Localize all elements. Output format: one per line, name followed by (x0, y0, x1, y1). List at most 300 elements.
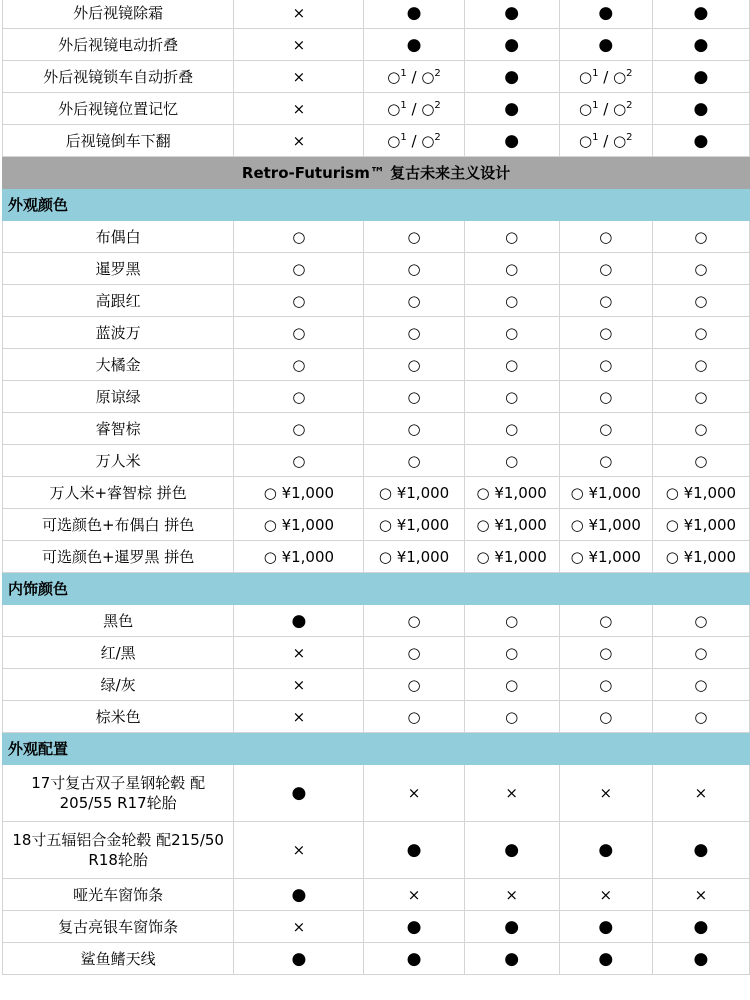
table-row (3, 349, 750, 381)
spec-cell (234, 541, 364, 573)
table-row (3, 221, 750, 253)
spec-cell (464, 253, 559, 285)
spec-cell (234, 637, 364, 669)
standard-dot-icon: ● (406, 840, 422, 860)
spec-cell (559, 349, 652, 381)
spec-cell (464, 317, 559, 349)
spec-cell (234, 381, 364, 413)
standard-dot-icon: ● (504, 34, 520, 55)
standard-dot-icon: ● (406, 948, 422, 969)
spec-cell (652, 317, 749, 349)
price-value: ¥1,000 (281, 483, 335, 502)
feature-label: 高跟红 (3, 285, 234, 317)
spec-cell (364, 61, 464, 93)
optional-circle-icon: ○ (407, 611, 421, 630)
price-value: ¥1,000 (494, 483, 547, 502)
spec-cell (234, 879, 364, 911)
optional-circle-icon: ○ (613, 99, 627, 118)
optional-circle-icon: ○ (665, 547, 679, 566)
optional-circle-icon: ○ (292, 419, 306, 438)
spec-cell (464, 0, 559, 29)
price-value: ¥1,000 (588, 483, 641, 502)
not-available-icon: × (407, 885, 421, 904)
spec-cell (364, 445, 464, 477)
standard-dot-icon: ● (598, 2, 614, 23)
optional-circle-icon: ○ (407, 259, 421, 278)
standard-dot-icon: ● (693, 2, 709, 23)
optional-circle-icon: ○ (579, 99, 593, 118)
feature-label: 18寸五辐铝合金轮毂 配215/50 R18轮胎 (3, 822, 234, 879)
optional-circle-icon: ○ (292, 451, 306, 470)
spec-cell (234, 605, 364, 637)
price-value: ¥1,000 (683, 515, 737, 534)
optional-circle-icon: ○ (421, 67, 435, 86)
spec-cell (652, 445, 749, 477)
optional-circle-icon: ○ (407, 451, 421, 470)
optional-circle-icon: ○ (292, 291, 306, 310)
optional-circle-icon: ○ (263, 547, 277, 566)
section-title: 内饰颜色 (3, 573, 750, 605)
footnote-1: 1 (400, 67, 407, 79)
optional-circle-icon: ○ (694, 291, 708, 310)
optional-circle-icon: ○ (505, 227, 519, 246)
optional-circle-icon: ○ (694, 323, 708, 342)
design-banner: Retro-Futurism™ 复古未来主义设计 (3, 157, 750, 189)
table-row (3, 253, 750, 285)
spec-cell (364, 669, 464, 701)
optional-circle-icon: ○ (407, 323, 421, 342)
table-row (3, 765, 750, 822)
section-title: 外观配置 (3, 733, 750, 765)
standard-dot-icon: ● (693, 916, 709, 937)
feature-label: 布偶白 (3, 221, 234, 253)
table-row (3, 93, 750, 125)
optional-circle-icon: ○ (570, 547, 584, 566)
feature-label: 17寸复古双子星钢轮毂 配205/55 R17轮胎 (3, 765, 234, 822)
optional-circle-icon: ○ (694, 259, 708, 278)
spec-cell (364, 285, 464, 317)
footnote-2: 2 (626, 99, 633, 111)
optional-circle-icon: ○ (505, 323, 519, 342)
footnote-1: 1 (592, 67, 599, 79)
spec-cell (652, 879, 749, 911)
optional-circle-icon: ○ (599, 707, 613, 726)
optional-circle-icon: ○ (570, 483, 584, 502)
spec-cell (559, 381, 652, 413)
price-value: ¥1,000 (494, 515, 547, 534)
feature-label: 暹罗黑 (3, 253, 234, 285)
feature-label: 睿智棕 (3, 413, 234, 445)
feature-label: 原谅绿 (3, 381, 234, 413)
footnote-1: 1 (592, 99, 599, 111)
spec-cell (234, 943, 364, 975)
optional-circle-icon: ○ (694, 227, 708, 246)
optional-circle-icon: ○ (599, 227, 613, 246)
optional-circle-icon: ○ (613, 131, 627, 150)
optional-circle-icon: ○ (694, 451, 708, 470)
not-available-icon: × (599, 784, 613, 802)
feature-label: 外后视镜电动折叠 (3, 29, 234, 61)
spec-cell (364, 29, 464, 61)
optional-circle-icon: ○ (599, 323, 613, 342)
optional-circle-icon: ○ (599, 259, 613, 278)
optional-circle-icon: ○ (387, 131, 401, 150)
spec-cell (464, 943, 559, 975)
footnote-1: 1 (592, 131, 599, 143)
standard-dot-icon: ● (504, 948, 520, 969)
standard-dot-icon: ● (693, 840, 709, 860)
optional-circle-icon: ○ (694, 387, 708, 406)
optional-circle-icon: ○ (505, 259, 519, 278)
spec-cell (234, 911, 364, 943)
spec-cell (559, 221, 652, 253)
table-row (3, 413, 750, 445)
feature-label: 万人米+睿智棕 拼色 (3, 477, 234, 509)
feature-label: 红/黑 (3, 637, 234, 669)
spec-cell (234, 0, 364, 29)
spec-cell (652, 477, 749, 509)
spec-cell (652, 669, 749, 701)
price-value: ¥1,000 (588, 515, 641, 534)
spec-cell (364, 93, 464, 125)
section-header-row (3, 573, 750, 605)
standard-dot-icon: ● (291, 610, 307, 631)
standard-dot-icon: ● (693, 66, 709, 87)
spec-cell (364, 541, 464, 573)
price-value: ¥1,000 (683, 483, 737, 502)
footnote-2: 2 (434, 131, 441, 143)
spec-cell (464, 822, 559, 879)
standard-dot-icon: ● (406, 2, 422, 23)
section-title: 外观颜色 (3, 189, 750, 221)
spec-cell (559, 93, 652, 125)
feature-label: 可选颜色+暹罗黑 拼色 (3, 541, 234, 573)
spec-cell (234, 61, 364, 93)
not-available-icon: × (505, 885, 518, 904)
price-value: ¥1,000 (396, 483, 450, 502)
spec-cell (364, 125, 464, 157)
spec-cell (652, 349, 749, 381)
price-value: ¥1,000 (683, 547, 737, 566)
spec-cell (652, 413, 749, 445)
spec-cell (234, 509, 364, 541)
standard-dot-icon: ● (598, 916, 614, 937)
table-row (3, 669, 750, 701)
spec-cell (559, 943, 652, 975)
spec-cell (652, 221, 749, 253)
spec-cell (464, 701, 559, 733)
optional-circle-icon: ○ (292, 323, 306, 342)
price-value: ¥1,000 (396, 547, 450, 566)
banner-row (3, 157, 750, 189)
not-available-icon: × (292, 3, 306, 22)
spec-cell (364, 381, 464, 413)
optional-circle-icon: ○ (570, 515, 584, 534)
separator: / (598, 67, 614, 86)
footnote-2: 2 (626, 67, 633, 79)
optional-circle-icon: ○ (505, 419, 519, 438)
not-available-icon: × (292, 675, 306, 694)
feature-label: 可选颜色+布偶白 拼色 (3, 509, 234, 541)
spec-table (2, 0, 750, 975)
spec-cell (652, 701, 749, 733)
spec-cell (234, 29, 364, 61)
spec-cell (652, 637, 749, 669)
standard-dot-icon: ● (693, 130, 709, 151)
spec-cell (364, 509, 464, 541)
spec-cell (464, 911, 559, 943)
spec-cell (364, 221, 464, 253)
spec-cell (464, 285, 559, 317)
optional-circle-icon: ○ (694, 419, 708, 438)
spec-cell (464, 125, 559, 157)
spec-cell (464, 637, 559, 669)
spec-cell (464, 669, 559, 701)
standard-dot-icon: ● (504, 130, 520, 151)
optional-circle-icon: ○ (665, 515, 679, 534)
optional-circle-icon: ○ (599, 611, 613, 630)
optional-circle-icon: ○ (476, 515, 490, 534)
optional-circle-icon: ○ (407, 355, 421, 374)
standard-dot-icon: ● (693, 34, 709, 55)
spec-cell (364, 637, 464, 669)
spec-cell (652, 509, 749, 541)
optional-circle-icon: ○ (387, 67, 401, 86)
feature-label: 大橘金 (3, 349, 234, 381)
standard-dot-icon: ● (406, 916, 422, 937)
spec-cell (559, 285, 652, 317)
not-available-icon: × (694, 784, 708, 802)
standard-dot-icon: ● (598, 840, 614, 860)
spec-cell (652, 541, 749, 573)
price-value: ¥1,000 (281, 547, 335, 566)
table-row (3, 701, 750, 733)
not-available-icon: × (694, 885, 708, 904)
optional-circle-icon: ○ (505, 643, 519, 662)
spec-cell (364, 317, 464, 349)
feature-label: 哑光车窗饰条 (3, 879, 234, 911)
spec-cell (652, 125, 749, 157)
spec-cell (364, 605, 464, 637)
spec-cell (464, 221, 559, 253)
separator: / (598, 131, 614, 150)
spec-cell (234, 317, 364, 349)
table-row (3, 943, 750, 975)
spec-cell (464, 765, 559, 822)
spec-cell (234, 765, 364, 822)
spec-cell (364, 879, 464, 911)
spec-cell (559, 317, 652, 349)
spec-cell (559, 29, 652, 61)
not-available-icon: × (292, 643, 306, 662)
standard-dot-icon: ● (504, 2, 520, 23)
not-available-icon: × (292, 35, 306, 54)
spec-cell (364, 349, 464, 381)
table-row (3, 381, 750, 413)
spec-cell (559, 0, 652, 29)
table-row (3, 29, 750, 61)
optional-circle-icon: ○ (599, 419, 613, 438)
standard-dot-icon: ● (291, 884, 307, 905)
spec-cell (559, 637, 652, 669)
spec-cell (234, 445, 364, 477)
spec-cell (234, 349, 364, 381)
footnote-2: 2 (434, 67, 441, 79)
table-row (3, 317, 750, 349)
spec-cell (234, 822, 364, 879)
price-value: ¥1,000 (588, 547, 641, 566)
not-available-icon: × (292, 131, 306, 150)
standard-dot-icon: ● (504, 916, 520, 937)
spec-cell (234, 125, 364, 157)
table-row (3, 61, 750, 93)
spec-cell (464, 541, 559, 573)
not-available-icon: × (292, 707, 306, 726)
spec-cell (364, 943, 464, 975)
spec-cell (559, 541, 652, 573)
optional-circle-icon: ○ (505, 611, 519, 630)
spec-cell (652, 253, 749, 285)
spec-cell (559, 61, 652, 93)
spec-cell (234, 701, 364, 733)
spec-cell (234, 93, 364, 125)
optional-circle-icon: ○ (407, 707, 421, 726)
spec-cell (464, 29, 559, 61)
standard-dot-icon: ● (693, 948, 709, 969)
table-row (3, 477, 750, 509)
not-available-icon: × (599, 885, 613, 904)
optional-circle-icon: ○ (476, 483, 490, 502)
spec-cell (652, 605, 749, 637)
optional-circle-icon: ○ (505, 451, 519, 470)
table-row (3, 605, 750, 637)
spec-cell (559, 125, 652, 157)
feature-label: 黑色 (3, 605, 234, 637)
spec-cell (559, 413, 652, 445)
optional-circle-icon: ○ (579, 131, 593, 150)
standard-dot-icon: ● (598, 34, 614, 55)
spec-cell (652, 943, 749, 975)
table-row (3, 445, 750, 477)
separator: / (406, 99, 422, 118)
table-row (3, 509, 750, 541)
spec-cell (559, 445, 652, 477)
spec-cell (364, 701, 464, 733)
optional-circle-icon: ○ (407, 643, 421, 662)
spec-cell (364, 765, 464, 822)
optional-circle-icon: ○ (613, 67, 627, 86)
table-row (3, 822, 750, 879)
spec-cell (464, 413, 559, 445)
spec-cell (364, 413, 464, 445)
section-header-row (3, 733, 750, 765)
spec-cell (559, 669, 652, 701)
optional-circle-icon: ○ (694, 611, 708, 630)
optional-circle-icon: ○ (694, 675, 708, 694)
not-available-icon: × (292, 99, 306, 118)
standard-dot-icon: ● (406, 34, 422, 55)
table-row (3, 637, 750, 669)
spec-cell (464, 445, 559, 477)
standard-dot-icon: ● (598, 948, 614, 969)
spec-cell (559, 253, 652, 285)
spec-cell (234, 669, 364, 701)
feature-label: 外后视镜锁车自动折叠 (3, 61, 234, 93)
optional-circle-icon: ○ (378, 547, 392, 566)
spec-cell (652, 93, 749, 125)
optional-circle-icon: ○ (505, 291, 519, 310)
feature-label: 棕米色 (3, 701, 234, 733)
optional-circle-icon: ○ (599, 355, 613, 374)
not-available-icon: × (292, 67, 306, 86)
price-value: ¥1,000 (396, 515, 450, 534)
spec-cell (652, 765, 749, 822)
footnote-1: 1 (400, 131, 407, 143)
spec-cell (559, 605, 652, 637)
optional-circle-icon: ○ (505, 707, 519, 726)
spec-cell (464, 879, 559, 911)
spec-cell (364, 911, 464, 943)
table-row (3, 0, 750, 29)
spec-cell (464, 349, 559, 381)
feature-label: 鲨鱼鳍天线 (3, 943, 234, 975)
optional-circle-icon: ○ (599, 643, 613, 662)
spec-cell (364, 822, 464, 879)
not-available-icon: × (505, 784, 518, 802)
footnote-2: 2 (434, 99, 441, 111)
spec-cell (464, 61, 559, 93)
optional-circle-icon: ○ (263, 483, 277, 502)
spec-cell (364, 477, 464, 509)
spec-cell (559, 477, 652, 509)
footnote-2: 2 (626, 131, 633, 143)
separator: / (406, 131, 422, 150)
spec-cell (652, 0, 749, 29)
optional-circle-icon: ○ (407, 387, 421, 406)
feature-label: 后视镜倒车下翻 (3, 125, 234, 157)
standard-dot-icon: ● (291, 948, 307, 969)
spec-cell (559, 701, 652, 733)
optional-circle-icon: ○ (292, 355, 306, 374)
footnote-1: 1 (400, 99, 407, 111)
optional-circle-icon: ○ (421, 99, 435, 118)
optional-circle-icon: ○ (263, 515, 277, 534)
optional-circle-icon: ○ (505, 387, 519, 406)
separator: / (406, 67, 422, 86)
spec-cell (464, 381, 559, 413)
spec-cell (652, 911, 749, 943)
section-header-row (3, 189, 750, 221)
standard-dot-icon: ● (504, 840, 520, 860)
standard-dot-icon: ● (693, 98, 709, 119)
optional-circle-icon: ○ (579, 67, 593, 86)
spec-cell (652, 285, 749, 317)
optional-circle-icon: ○ (694, 643, 708, 662)
spec-cell (234, 413, 364, 445)
spec-cell (652, 381, 749, 413)
optional-circle-icon: ○ (599, 387, 613, 406)
spec-cell (464, 509, 559, 541)
feature-label: 复古亮银车窗饰条 (3, 911, 234, 943)
optional-circle-icon: ○ (387, 99, 401, 118)
optional-circle-icon: ○ (378, 515, 392, 534)
table-row (3, 541, 750, 573)
table-row (3, 125, 750, 157)
spec-cell (559, 509, 652, 541)
optional-circle-icon: ○ (421, 131, 435, 150)
spec-cell (234, 221, 364, 253)
spec-cell (652, 61, 749, 93)
